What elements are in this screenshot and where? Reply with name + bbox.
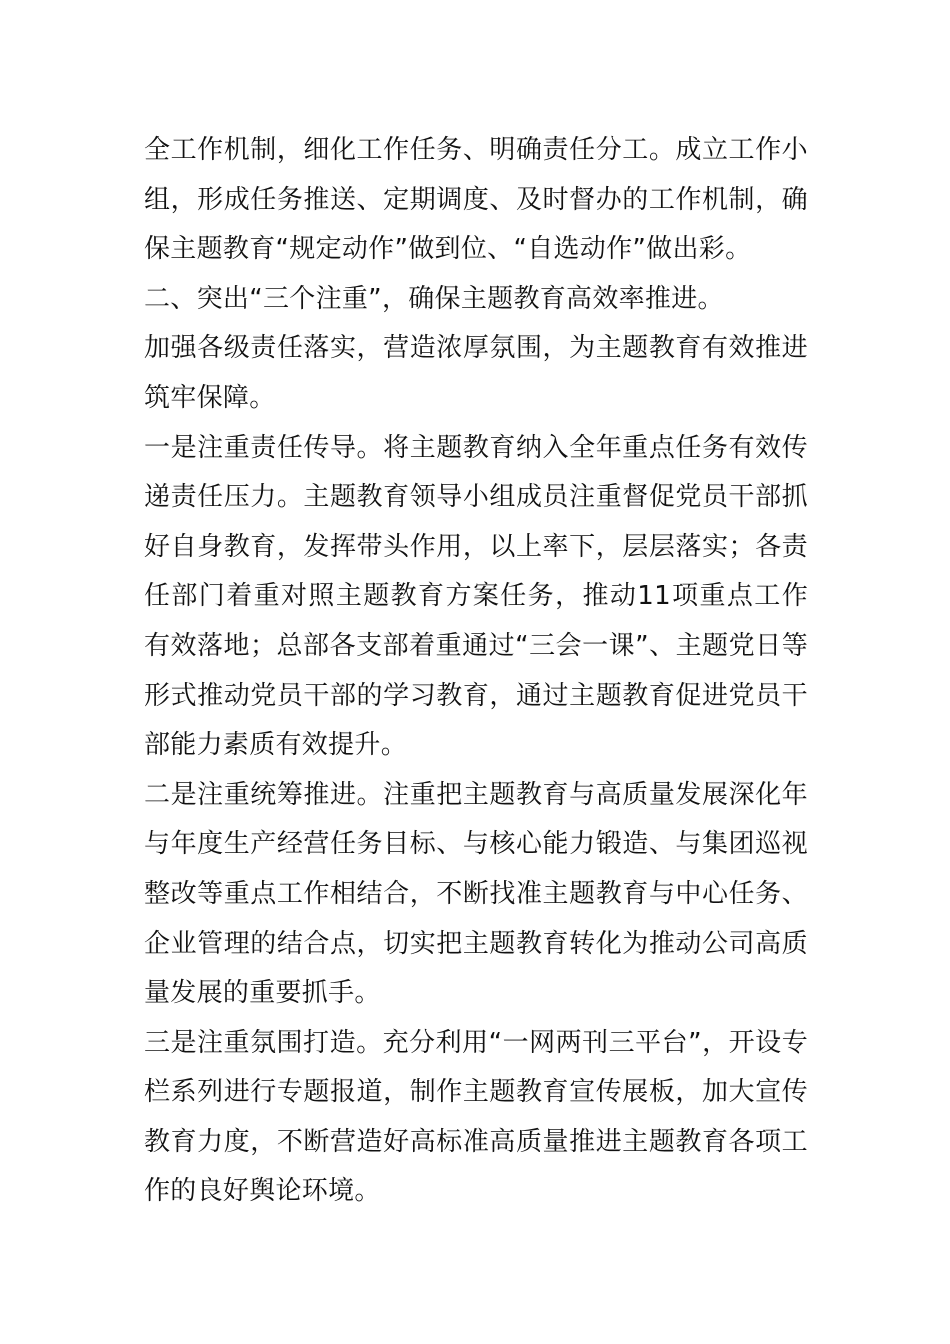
paragraph-mechanism: 全工作机制，细化工作任务、明确责任分工。成立工作小组，形成任务推送、定期调度、及时督办的工作机制，确保主题教育“规定动作”做到位、“自选动作”做出彩。 [144,135,808,265]
paragraph-coordinated-advance: 二是注重统筹推进。注重把主题教育与高质量发展深化年与年度生产经营任务目标、与核心能力锻造、与集团巡视整改等重点工作相结合，不断找准主题教育与中心任务、企业管理的结合点，切实把主题教育转化为推动公司高质量发展的重要抓手。 [144,779,808,1009]
paragraph-atmosphere-building: 三是注重氛围打造。充分利用“一网两刊三平台”，开设专栏系列进行专题报道，制作主题教育宣传展板，加大宣传教育力度，不断营造好高标准高质量推进主题教育各项工作的良好舆论环境。 [144,1027,808,1207]
section-heading-three-focuses: 二、突出“三个注重”，确保主题教育高效率推进。 [144,283,724,314]
paragraph-responsibility-overview: 加强各级责任落实，营造浓厚氛围，为主题教育有效推进筑牢保障。 [144,333,808,413]
paragraph-responsibility-transmission: 一是注重责任传导。将主题教育纳入全年重点任务有效传递责任压力。主题教育领导小组成员注重督促党员干部抓好自身教育，发挥带头作用，以上率下，层层落实；各责任部门着重对照主题教育方案任务，推动11项重点工作有效落地；总部各支部着重通过“三会一课”、主题党日等形式推动党员干部的学习教育，通过主题教育促进党员干部能力素质有效提升。 [144,432,808,761]
document-body [144,126,808,1217]
